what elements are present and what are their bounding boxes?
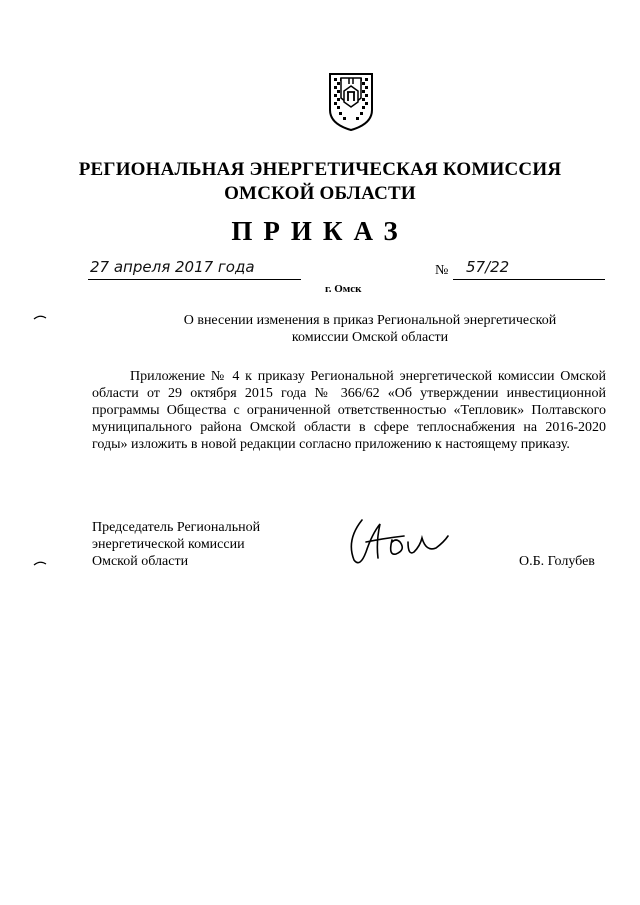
signatory-name: О.Б. Голубев [519,554,595,569]
number-underline [453,279,605,280]
document-date-handwritten: 27 апреля 2017 года [90,258,255,276]
document-number-label: № [435,263,449,278]
organization-name-line1: РЕГИОНАЛЬНАЯ ЭНЕРГЕТИЧЕСКАЯ КОМИССИЯ [78,159,562,180]
document-title [160,312,580,346]
document-body: Приложение № 4 к приказу Региональной энергетической комиссии Омской области от 29 октября 2015 года № 366/62 «Об утверждении инвестиционной программы Общества с ограниченной ответственностью «Тепловик» Полтавского муниципального района Омской области в сфере теплоснабжения на 2016-2020 годы» изложить в новой редакции согласно приложению к настоящему приказу. [92,369,606,452]
document-title-line1: О внесении изменения в приказ Региональной энергетической [183,313,557,328]
signatory-position-line1: Председатель Региональной [92,520,261,535]
margin-mark-icon [33,560,47,566]
document-number-handwritten: 57/22 [466,258,510,276]
omsk-coat-of-arms-icon [327,72,375,132]
signatory-position [92,519,342,570]
signatory-position-line2: энергетической комиссии [92,537,245,552]
document-title-line2: комиссии Омской области [291,330,449,345]
handwritten-signature-icon [336,512,456,572]
date-underline [88,279,301,280]
document-city: г. Омск [325,283,362,295]
signatory-position-line3: Омской области [92,554,189,569]
document-type: ПРИКАЗ [231,216,409,246]
margin-mark-icon [33,314,47,320]
organization-name-line2: ОМСКОЙ ОБЛАСТИ [224,183,416,204]
